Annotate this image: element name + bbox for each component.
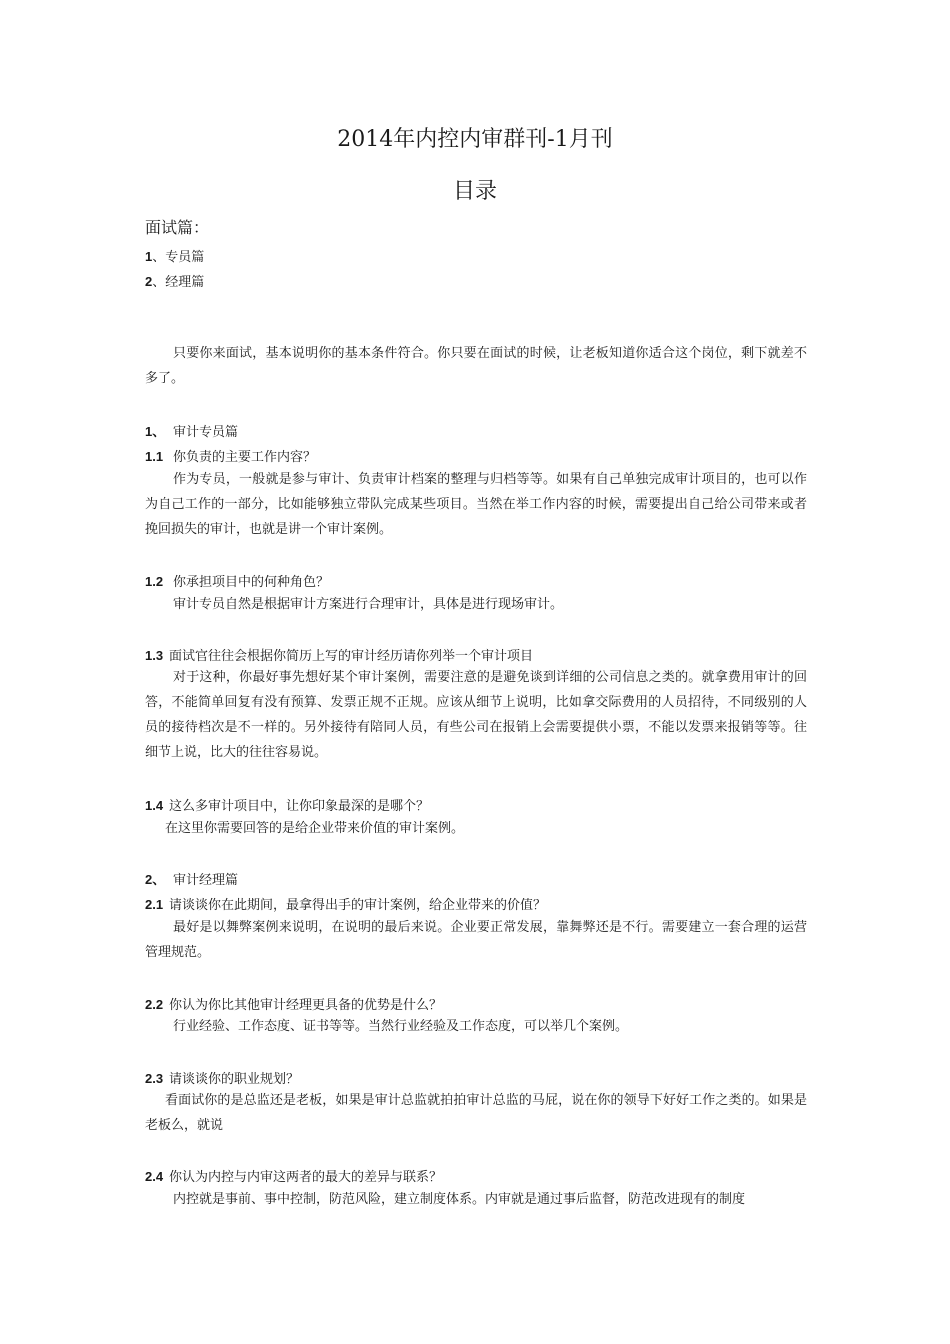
answer-paragraph: 对于这种，你最好事先想好某个审计案例，需要注意的是避免谈到详细的公司信息之类的。就拿费用审计的回答，不能简单回复有没有预算、发票正规不正规。应该从细节上说明，比如拿交际费用的人员招待，不同级别的人员的接待档次是不一样的。另外接待有陪同人员，有些公司在报销上会需要提供小票，不能以发票来报销等等。往细节上说，比大的往往容易说。 <box>145 670 807 760</box>
question-text: 面试官往往会根据你简历上写的审计经历请你列举一个审计项目 <box>169 649 534 664</box>
answer-paragraph: 在这里你需要回答的是给企业带来价值的审计案例。 <box>165 821 465 836</box>
toc-item-number: 1 <box>145 249 153 264</box>
question-number: 2.2 <box>145 997 164 1012</box>
question-heading <box>145 894 546 913</box>
question-heading <box>145 1166 442 1185</box>
answer-paragraph: 看面试你的是总监还是老板，如果是审计总监就拍拍审计总监的马屁，说在你的领导下好好工作之类的。如果是老板么，就说 <box>145 1093 807 1133</box>
question-number: 2.4 <box>145 1169 164 1184</box>
section-heading <box>145 421 238 440</box>
section-number: 1、 <box>145 424 166 439</box>
question-heading <box>145 645 533 664</box>
question-text: 你认为内控与内审这两者的最大的差异与联系？ <box>169 1170 443 1185</box>
question-text: 你认为你比其他审计经理更具备的优势是什么？ <box>169 998 443 1013</box>
toc-item <box>145 246 204 265</box>
question-number: 1.2 <box>145 574 164 589</box>
answer-paragraph: 作为专员，一般就是参与审计、负责审计档案的整理与归档等等。如果有自己单独完成审计项目的，也可以作为自己工作的一部分，比如能够独立带队完成某些项目。当然在举工作内容的时候，需要提出自己给公司带来或者挽回损失的审计，也就是讲一个审计案例。 <box>145 472 807 537</box>
question-number: 2.1 <box>145 897 164 912</box>
question-number: 1.1 <box>145 449 164 464</box>
question-text: 你负责的主要工作内容？ <box>173 450 317 465</box>
section-number: 2、 <box>145 872 166 887</box>
section-title: 审计专员篇 <box>173 425 239 440</box>
toc-item-number: 2 <box>145 274 153 289</box>
section-heading <box>145 869 238 888</box>
answer-paragraph: 行业经验、工作态度、证书等等。当然行业经验及工作态度，可以举几个案例。 <box>173 1019 629 1034</box>
intro-paragraph: 只要你来面试，基本说明你的基本条件符合。你只要在面试的时候，让老板知道你适合这个岗位，剩下就差不多了。 <box>145 346 807 386</box>
question-text: 你承担项目中的何种角色？ <box>173 575 330 590</box>
answer-paragraph: 审计专员自然是根据审计方案进行合理审计，具体是进行现场审计。 <box>173 597 564 612</box>
answer-paragraph: 最好是以舞弊案例来说明，在说明的最后来说。企业要正常发展，靠舞弊还是不行。需要建立一套合理的运营管理规范。 <box>145 920 807 960</box>
toc-item-label: 、经理篇 <box>152 275 205 290</box>
toc-item <box>145 271 204 290</box>
toc-title: 目录 <box>452 179 497 204</box>
toc-heading: 面试篇： <box>145 218 210 237</box>
question-heading <box>145 795 429 814</box>
question-heading <box>145 446 316 465</box>
question-heading <box>145 571 329 590</box>
answer-paragraph: 内控就是事前、事中控制，防范风险，建立制度体系。内审就是通过事后监督，防范改进现有的制度 <box>173 1192 746 1207</box>
question-text: 这么多审计项目中，让你印象最深的是哪个？ <box>169 799 430 814</box>
question-text: 请谈谈你在此期间，最拿得出手的审计案例，给企业带来的价值？ <box>169 898 547 913</box>
section-title: 审计经理篇 <box>173 873 239 888</box>
question-number: 2.3 <box>145 1071 164 1086</box>
question-heading <box>145 1068 299 1087</box>
question-text: 请谈谈你的职业规划？ <box>169 1072 300 1087</box>
question-number: 1.4 <box>145 798 164 813</box>
question-heading <box>145 994 442 1013</box>
question-number: 1.3 <box>145 648 164 663</box>
toc-item-label: 、专员篇 <box>152 250 205 265</box>
document-title: 2014年内控内审群刊-1月刊 <box>337 127 613 152</box>
